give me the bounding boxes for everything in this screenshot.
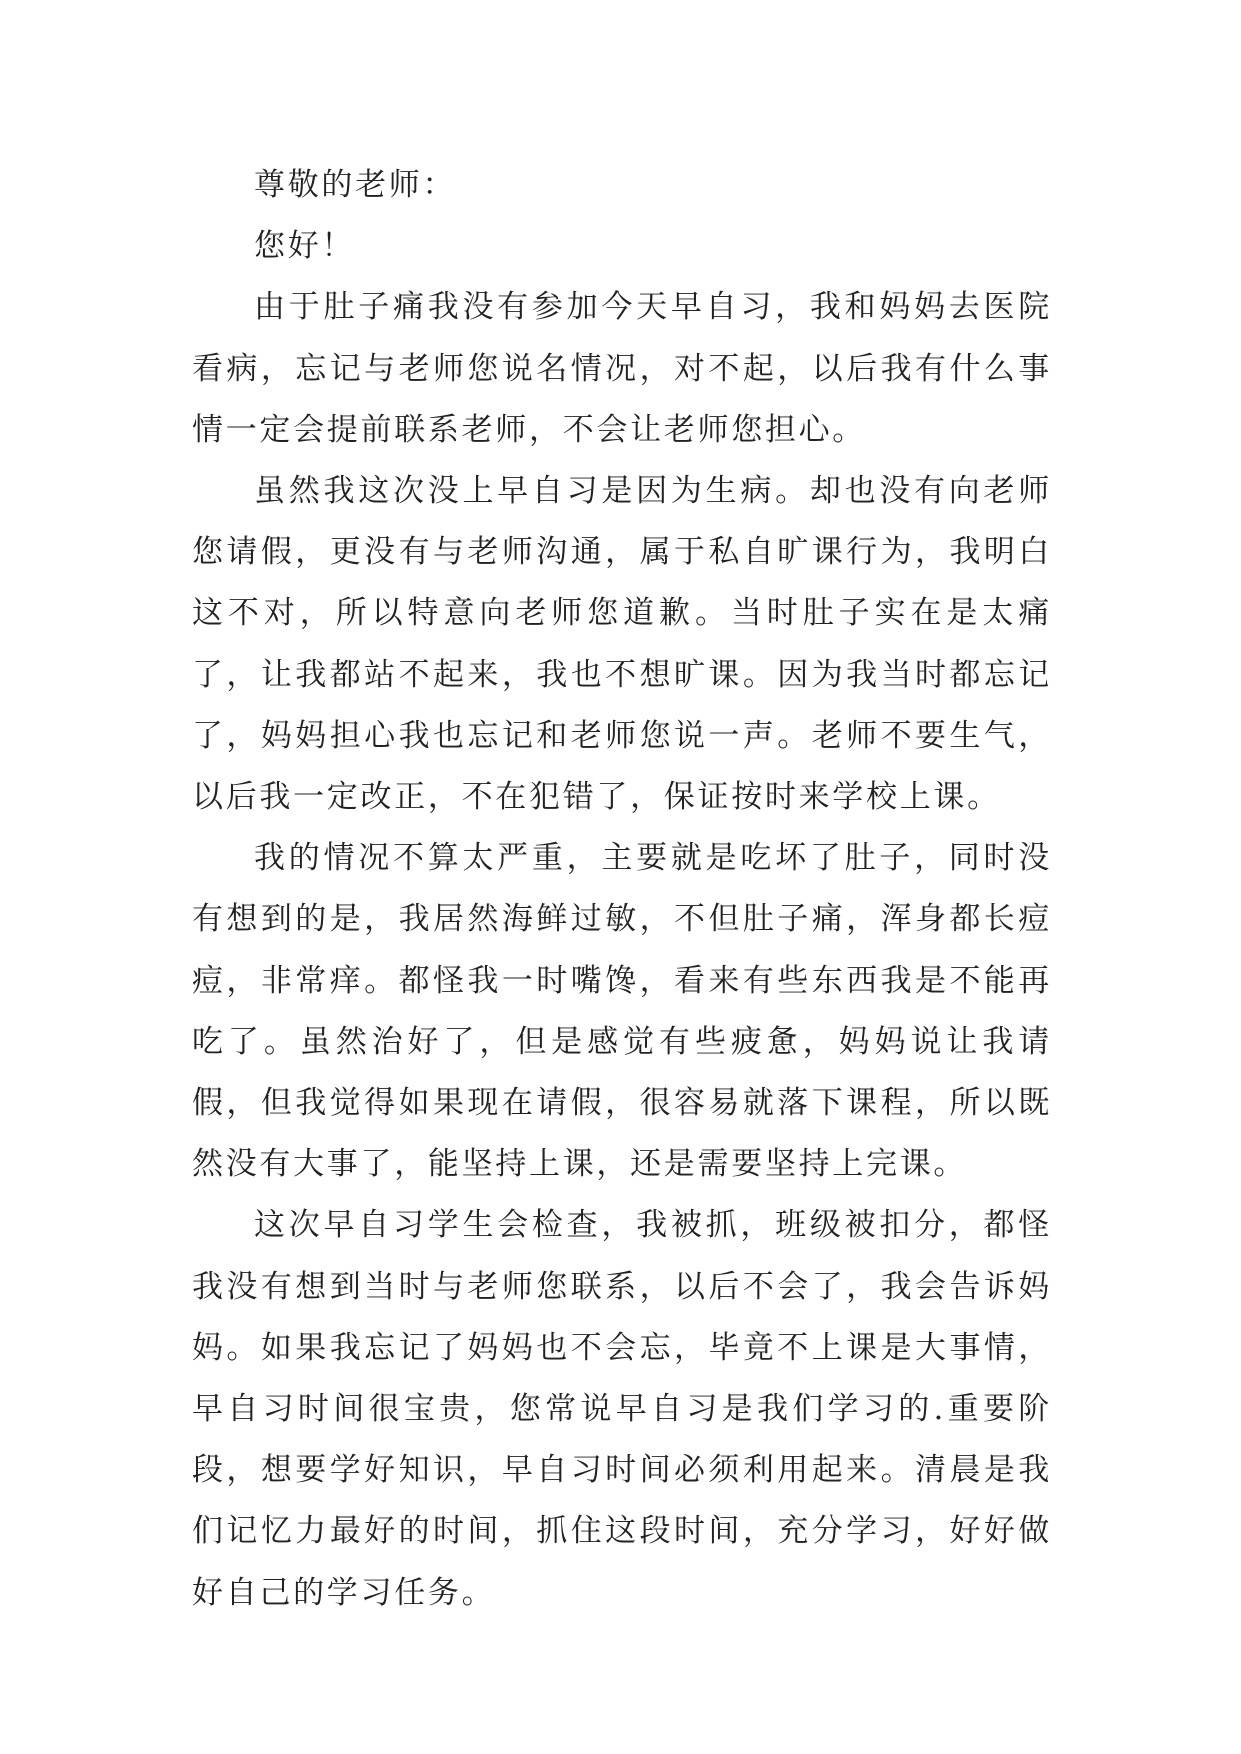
letter-body	[192, 155, 1052, 1624]
salutation: 尊敬的老师：	[254, 167, 457, 203]
greeting: 您好！	[254, 228, 356, 265]
paragraph: 虽然我这次没上早自习是因为生病。却也没有向老师您请假，更没有与老师沟通，属于私自旷课行为，我明白这不对，所以特意向老师您道歉。当时肚子实在是太痛了，让我都站不起来，我也不想旷课。因为我当时都忘记了，妈妈担心我也忘记和老师您说一声。老师不要生气，以后我一定改正，不在犯错了，保证按时来学校上课。	[192, 473, 1052, 816]
paragraph: 这次早自习学生会检查，我被抓，班级被扣分，都怪我没有想到当时与老师您联系，以后不会了，我会告诉妈妈。如果我忘记了妈妈也不会忘，毕竟不上课是大事情，早自习时间很宝贵，您常说早自习是我们学习的.重要阶段，想要学好知识，早自习时间必须利用起来。清晨是我们记忆力最好的时间，抓住这段时间，充分学习，好好做好自己的学习任务。	[192, 1207, 1052, 1611]
paragraph: 由于肚子痛我没有参加今天早自习，我和妈妈去医院看病，忘记与老师您说名情况，对不起，以后我有什么事情一定会提前联系老师，不会让老师您担心。	[192, 289, 1052, 448]
paragraph: 我的情况不算太严重，主要就是吃坏了肚子，同时没有想到的是，我居然海鲜过敏，不但肚子痛，浑身都长痘痘，非常痒。都怪我一时嘴馋，看来有些东西我是不能再吃了。虽然治好了，但是感觉有些疲惫，妈妈说让我请假，但我觉得如果现在请假，很容易就落下课程，所以既然没有大事了，能坚持上课，还是需要坚持上完课。	[192, 840, 1052, 1183]
